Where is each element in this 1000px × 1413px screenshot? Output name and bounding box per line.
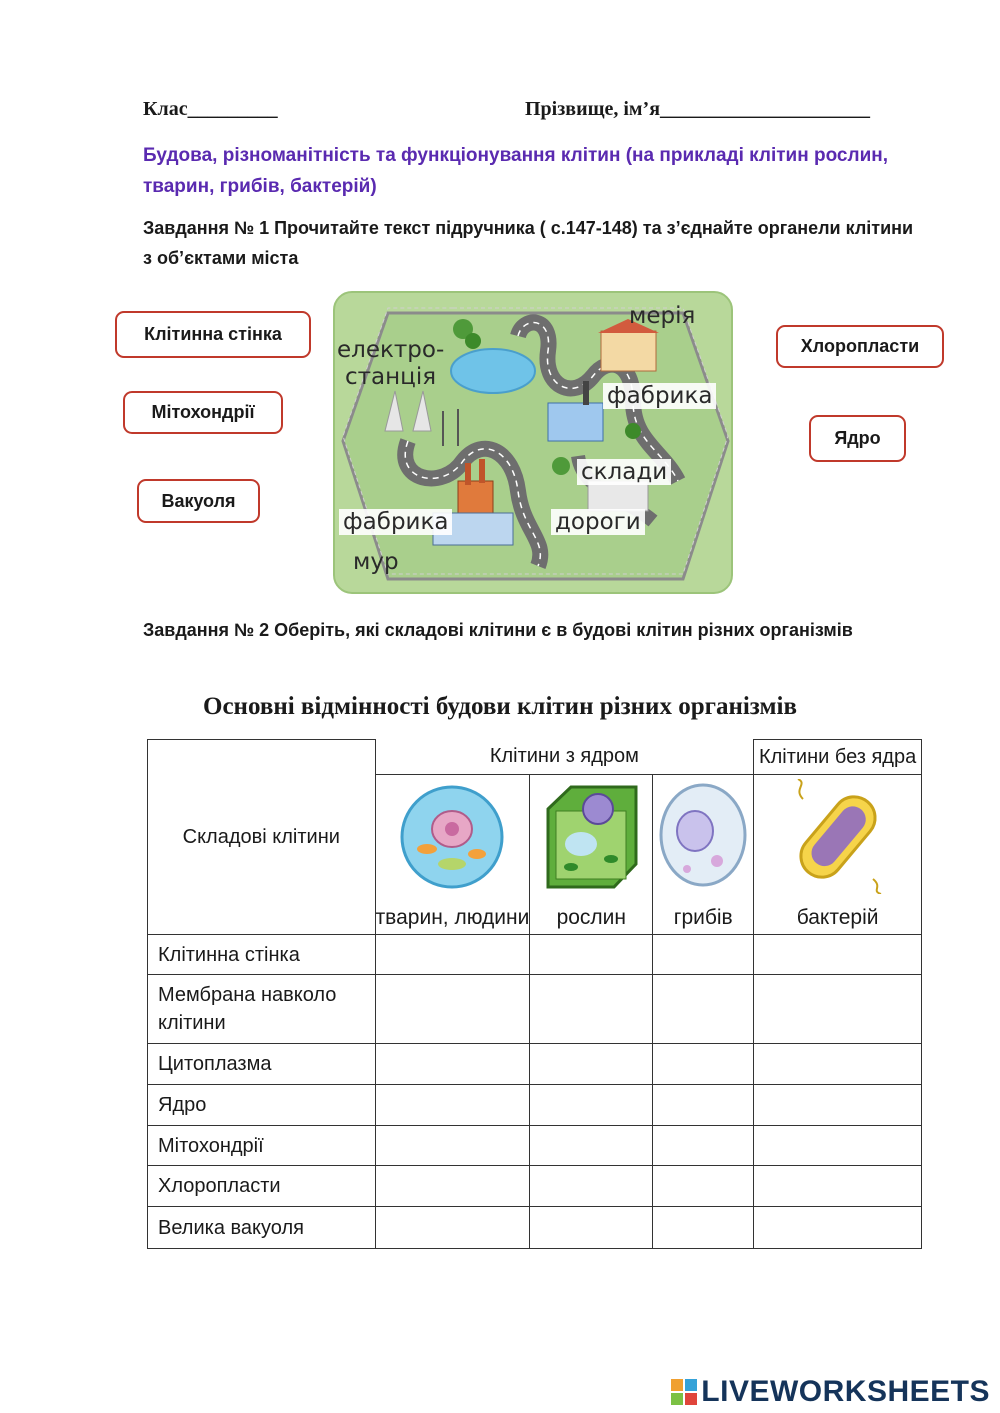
city-label-roads: дороги [551, 509, 645, 535]
answer-cell[interactable] [653, 935, 754, 975]
lesson-title: Будова, різноманітність та функціонування клітин (на прикладі клітин рослин, тварин, грибів, бактерій) [143, 145, 888, 197]
answer-cell[interactable] [754, 1126, 922, 1166]
answer-cell[interactable] [530, 1207, 653, 1249]
answer-cell[interactable] [530, 1126, 653, 1166]
answer-cell[interactable] [653, 975, 754, 1044]
answer-cell[interactable] [375, 1085, 530, 1126]
answer-cell[interactable] [530, 935, 653, 975]
answer-cell[interactable] [375, 935, 530, 975]
row-label-nucleus: Ядро [148, 1085, 376, 1126]
answer-cell[interactable] [375, 1166, 530, 1207]
answer-cell[interactable] [754, 975, 922, 1044]
row-label-chloroplasts: Хлоропласти [148, 1166, 376, 1207]
row-label-vacuole: Велика вакуоля [148, 1207, 376, 1249]
city-label-city-hall: мерія [629, 303, 696, 329]
organelle-nucleus[interactable]: Ядро [809, 415, 906, 462]
task2-instruction: Завдання № 2 Оберіть, які складові клітини є в будові клітин різних організмів [143, 620, 853, 640]
class-label: Клас_________ [143, 98, 278, 120]
answer-cell[interactable] [754, 1044, 922, 1085]
answer-cell[interactable] [754, 1085, 922, 1126]
city-label-power-station-1: електро- [337, 337, 445, 363]
column-fungi [653, 775, 754, 935]
row-label-membrane: Мембрана навколо клітини [148, 975, 376, 1044]
task1-instruction: Завдання № 1 Прочитайте текст підручника ( с.147-148) та з’єднайте органели клітини з об’єктами міста [143, 218, 914, 268]
column-label-animal: тварин, людини [375, 906, 530, 929]
city-label-warehouses: склади [577, 459, 671, 485]
column-animal [375, 775, 530, 935]
bacteria-cell-icon [783, 779, 893, 894]
city-label-factory-bottom: фабрика [339, 509, 452, 535]
cell-components-table [147, 739, 922, 1249]
city-label-wall: мур [353, 549, 399, 575]
city-label-power-station-2: станція [345, 364, 437, 390]
header-with-nucleus: Клітини з ядром [375, 740, 754, 775]
answer-cell[interactable] [653, 1085, 754, 1126]
table-title: Основні відмінності будови клітин різних організмів [203, 693, 797, 720]
answer-cell[interactable] [530, 1166, 653, 1207]
row-label-cell-wall: Клітинна стінка [148, 935, 376, 975]
answer-cell[interactable] [530, 1044, 653, 1085]
answer-cell[interactable] [754, 1207, 922, 1249]
name-label: Прізвище, ім’я_____________________ [525, 98, 871, 120]
column-bacteria [754, 775, 922, 935]
cell-city-illustration [333, 291, 733, 594]
fungi-cell-icon [657, 779, 749, 894]
column-label-plant: рослин [556, 906, 627, 929]
answer-cell[interactable] [653, 1044, 754, 1085]
answer-cell[interactable] [375, 1207, 530, 1249]
answer-cell[interactable] [375, 975, 530, 1044]
organelle-vacuole[interactable]: Вакуоля [137, 479, 260, 523]
organelle-mitochondria[interactable]: Мітохондрії [123, 391, 283, 434]
answer-cell[interactable] [653, 1166, 754, 1207]
organelle-chloroplasts[interactable]: Хлоропласти [776, 325, 944, 368]
header-without-nucleus: Клітини без ядра [754, 740, 922, 775]
answer-cell[interactable] [375, 1044, 530, 1085]
row-label-mitochondria: Мітохондрії [148, 1126, 376, 1166]
brand-icon [671, 1379, 697, 1405]
answer-cell[interactable] [653, 1126, 754, 1166]
column-plant [530, 775, 653, 935]
answer-cell[interactable] [754, 1166, 922, 1207]
brand-text: LIVEWORKSHEETS [701, 1375, 990, 1408]
plant-cell-icon [536, 779, 646, 894]
answer-cell[interactable] [530, 975, 653, 1044]
column-label-fungi: грибів [673, 906, 733, 929]
city-label-factory-top: фабрика [603, 383, 716, 409]
answer-cell[interactable] [754, 935, 922, 975]
corner-header: Складові клітини [148, 740, 376, 935]
answer-cell[interactable] [375, 1126, 530, 1166]
organelle-cell-wall[interactable]: Клітинна стінка [115, 311, 311, 358]
answer-cell[interactable] [653, 1207, 754, 1249]
answer-cell[interactable] [530, 1085, 653, 1126]
column-label-bacteria: бактерій [796, 906, 879, 929]
liveworksheets-logo [671, 1375, 990, 1409]
row-label-cytoplasm: Цитоплазма [148, 1044, 376, 1085]
animal-cell-icon [397, 779, 507, 894]
